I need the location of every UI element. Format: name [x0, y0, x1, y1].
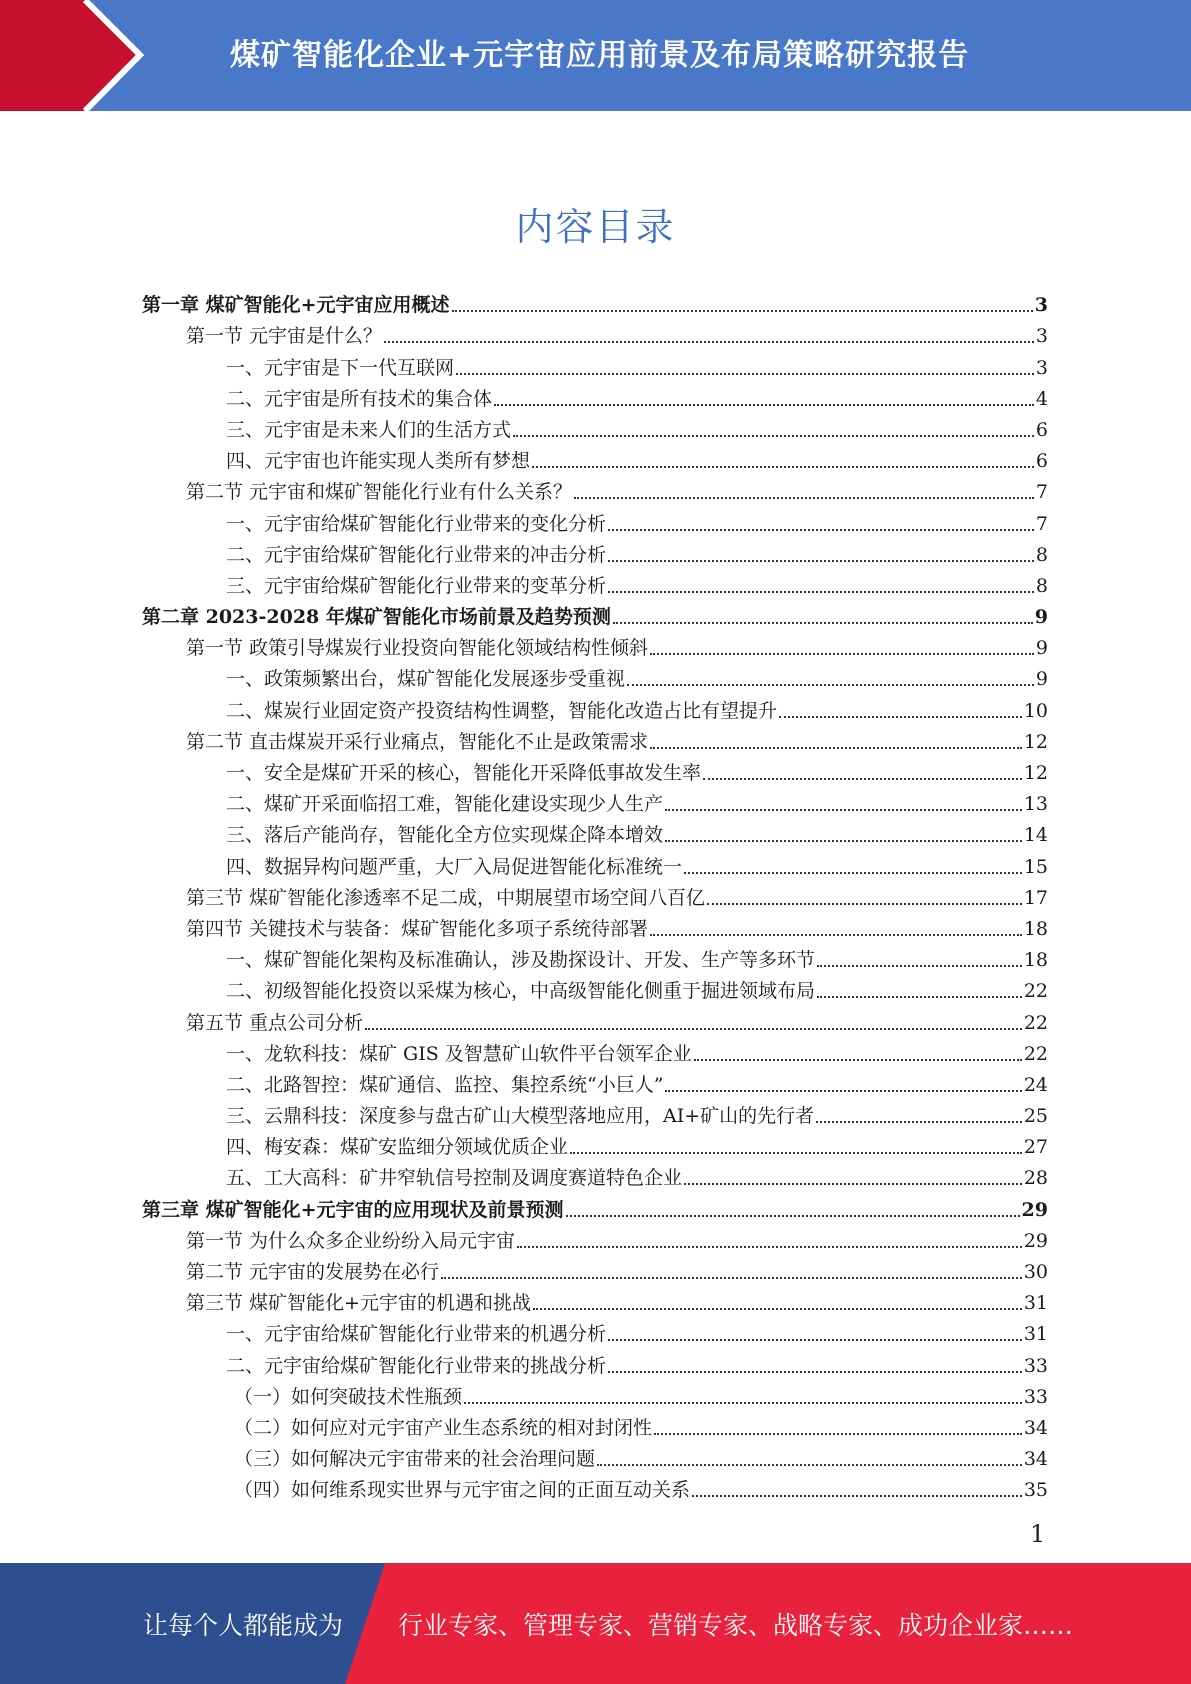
toc-dot-leader — [665, 840, 1022, 842]
toc-entry-title: 第二节 直击煤炭开采行业痛点，智能化不止是政策需求 — [186, 730, 649, 753]
toc-entry[interactable] — [142, 411, 1048, 442]
toc-entry-page: 3 — [1035, 356, 1048, 379]
toc-entry-title: 四、梅安森：煤矿安监细分领域优质企业 — [226, 1136, 569, 1159]
header-arrow-decoration — [0, 0, 150, 111]
toc-dot-leader — [613, 622, 1033, 624]
toc-entry-page: 9 — [1035, 668, 1048, 691]
toc-dot-leader — [817, 996, 1022, 998]
toc-entry[interactable] — [142, 286, 1048, 317]
toc-entry-page: 10 — [1023, 699, 1048, 722]
toc-dot-leader — [779, 716, 1022, 718]
toc-dot-leader — [665, 1090, 1021, 1092]
report-title: 煤矿智能化企业+元宇宙应用前景及布局策略研究报告 — [230, 38, 970, 73]
toc-entry-title: 二、北路智控：煤矿通信、监控、集控系统“小巨人” — [226, 1073, 664, 1096]
toc-entry[interactable] — [142, 723, 1048, 754]
toc-entry-page: 31 — [1023, 1292, 1048, 1315]
toc-entry-title: 三、落后产能尚存，智能化全方位实现煤企降本增效 — [226, 824, 664, 847]
toc-entry[interactable] — [142, 1284, 1048, 1315]
toc-entry[interactable] — [142, 1003, 1048, 1034]
toc-entry-page: 18 — [1023, 949, 1048, 972]
toc-entry-title: 第二章 2023-2028 年煤矿智能化市场前景及趋势预测 — [142, 606, 611, 629]
toc-entry[interactable] — [142, 816, 1048, 847]
toc-entry-page: 29 — [1021, 1198, 1048, 1221]
toc-entry[interactable] — [142, 504, 1048, 535]
toc-entry[interactable] — [142, 1440, 1048, 1471]
toc-entry-page: 29 — [1023, 1229, 1048, 1252]
toc-dot-leader — [816, 1121, 1022, 1123]
toc-dot-leader — [627, 684, 1034, 686]
toc-entry-page: 9 — [1034, 606, 1048, 629]
toc-entry-page: 12 — [1023, 762, 1048, 784]
toc-entry[interactable] — [142, 380, 1048, 411]
toc-entry-page: 34 — [1023, 1416, 1048, 1439]
toc-dot-leader — [665, 809, 1022, 811]
toc-entry[interactable] — [142, 348, 1048, 379]
toc-entry-title: 一、龙软科技：煤矿 GIS 及智慧矿山软件平台领军企业 — [226, 1042, 692, 1065]
toc-entry[interactable] — [142, 1315, 1048, 1346]
toc-dot-leader — [650, 653, 1034, 655]
toc-entry-page: 22 — [1023, 1042, 1048, 1065]
toc-entry-page: 18 — [1023, 917, 1048, 940]
toc-entry[interactable] — [142, 629, 1048, 660]
toc-dot-leader — [597, 1464, 1022, 1466]
toc-entry-page: 27 — [1023, 1136, 1048, 1159]
toc-entry-page: 3 — [1035, 325, 1048, 348]
toc-entry-page: 7 — [1035, 481, 1048, 504]
toc-dot-leader — [566, 1215, 1020, 1217]
toc-dot-leader — [684, 872, 1022, 874]
toc-entry-title: 第三节 煤矿智能化+元宇宙的机遇和挑战 — [186, 1292, 531, 1315]
toc-entry-page: 25 — [1023, 1105, 1048, 1128]
toc-entry[interactable] — [142, 785, 1048, 816]
toc-entry-title: 一、元宇宙是下一代互联网 — [226, 356, 455, 379]
toc-entry-title: 第四节 关键技术与装备：煤矿智能化多项子系统待部署 — [186, 917, 649, 940]
toc-entry-page: 7 — [1035, 512, 1048, 535]
toc-entry[interactable] — [142, 941, 1048, 972]
toc-dot-leader — [608, 591, 1034, 593]
toc-entry[interactable] — [142, 972, 1048, 1003]
toc-dot-leader — [608, 560, 1034, 562]
toc-entry-page: 33 — [1023, 1385, 1048, 1408]
toc-entry-title: 第一节 政策引导煤炭行业投资向智能化领域结构性倾斜 — [186, 637, 649, 660]
toc-entry-title: 二、元宇宙是所有技术的集合体 — [226, 387, 493, 410]
toc-entry-page: 35 — [1023, 1479, 1048, 1502]
toc-entry-title: 二、煤炭行业固定资产投资结构性调整，智能化改造占比有望提升 — [226, 699, 778, 722]
toc-entry-page: 14 — [1023, 824, 1048, 847]
toc-entry-title: 一、煤矿智能化架构及标准确认，涉及勘探设计、开发、生产等多环节 — [226, 949, 816, 972]
footer-slogan-right: 行业专家、管理专家、营销专家、战略专家、成功企业家…… — [398, 1611, 1074, 1640]
toc-entry-title: （四）如何维系现实世界与元宇宙之间的正面互动关系 — [234, 1479, 691, 1502]
toc-entry-title: 四、元宇宙也许能实现人类所有梦想 — [226, 450, 531, 473]
toc-entry-page: 28 — [1023, 1167, 1048, 1190]
toc-entry[interactable] — [142, 1097, 1048, 1128]
toc-entry-page: 9 — [1035, 637, 1048, 660]
toc-entry[interactable] — [142, 879, 1048, 910]
toc-entry-page: 3 — [1034, 294, 1048, 317]
toc-dot-leader — [494, 404, 1034, 406]
toc-dot-leader — [703, 778, 1022, 780]
toc-entry[interactable] — [142, 442, 1048, 473]
toc-entry-title: 三、元宇宙给煤矿智能化行业带来的变革分析 — [226, 574, 607, 597]
toc-entry[interactable] — [142, 1190, 1048, 1221]
toc-entry-title: 第一章 煤矿智能化+元宇宙应用概述 — [142, 294, 450, 317]
toc-entry-title: 第五节 重点公司分析 — [186, 1011, 364, 1034]
toc-entry-title: 三、元宇宙是未来人们的生活方式 — [226, 418, 512, 441]
toc-entry-title: 第二节 元宇宙的发展势在必行 — [186, 1261, 440, 1283]
toc-dot-leader — [384, 341, 1034, 343]
toc-entry-title: 三、云鼎科技：深度参与盘古矿山大模型落地应用，AI+矿山的先行者 — [226, 1105, 815, 1128]
toc-entry-title: 四、数据异构问题严重，大厂入局促进智能化标准统一 — [226, 855, 683, 878]
toc-entry-title: 二、元宇宙给煤矿智能化行业带来的冲击分析 — [226, 543, 607, 566]
toc-entry-title: 二、元宇宙给煤矿智能化行业带来的挑战分析 — [226, 1354, 607, 1377]
toc-entry[interactable] — [142, 567, 1048, 598]
toc-entry[interactable] — [142, 1378, 1048, 1409]
toc-heading: 内容目录 — [515, 205, 676, 249]
page-number: 1 — [1030, 1520, 1046, 1548]
toc-dot-leader — [464, 1402, 1022, 1404]
toc-dot-leader — [452, 310, 1033, 312]
toc-entry-title: （三）如何解决元宇宙带来的社会治理问题 — [234, 1448, 596, 1471]
toc-entry-page: 6 — [1035, 450, 1048, 473]
toc-dot-leader — [684, 1183, 1022, 1185]
toc-entry[interactable] — [142, 1253, 1048, 1284]
toc-entry-title: 第一节 为什么众多企业纷纷入局元宇宙 — [186, 1229, 516, 1252]
toc-entry[interactable] — [142, 1409, 1048, 1440]
toc-entry[interactable] — [142, 1035, 1048, 1066]
toc-entry-page: 34 — [1023, 1448, 1048, 1471]
toc-entry-title: 五、工大高科：矿井窄轨信号控制及调度赛道特色企业 — [226, 1167, 683, 1190]
toc-entry-page: 24 — [1023, 1073, 1048, 1096]
toc-entry-page: 4 — [1035, 387, 1048, 410]
toc-entry[interactable] — [142, 598, 1048, 629]
toc-dot-leader — [817, 965, 1022, 967]
toc-dot-leader — [707, 903, 1022, 905]
toc-entry-title: 一、政策频繁出台，煤矿智能化发展逐步受重视 — [226, 668, 626, 691]
toc-entry[interactable] — [142, 536, 1048, 567]
toc-entry-title: 第三章 煤矿智能化+元宇宙的应用现状及前景预测 — [142, 1198, 564, 1221]
toc-entry-page: 6 — [1035, 418, 1048, 441]
toc-dot-leader — [574, 497, 1034, 499]
toc-entry-title: （一）如何突破技术性瓶颈 — [234, 1385, 463, 1408]
toc-dot-leader — [533, 1308, 1022, 1310]
toc-dot-leader — [650, 934, 1022, 936]
toc-dot-leader — [513, 435, 1034, 437]
toc-entry-page: 22 — [1023, 1011, 1048, 1034]
toc-entry[interactable] — [142, 660, 1048, 691]
toc-dot-leader — [608, 1371, 1022, 1373]
toc-dot-leader — [608, 1339, 1022, 1341]
toc-entry-page: 13 — [1023, 793, 1048, 816]
toc-entry[interactable] — [142, 691, 1048, 722]
toc-entry-page: 30 — [1023, 1261, 1048, 1283]
toc-dot-leader — [654, 1433, 1022, 1435]
toc-dot-leader — [532, 466, 1034, 468]
toc-entry[interactable] — [142, 1222, 1048, 1253]
toc-entry-title: 第三节 煤矿智能化渗透率不足二成，中期展望市场空间八百亿 — [186, 886, 706, 909]
toc-entry[interactable] — [142, 1346, 1048, 1377]
toc-entry-page: 15 — [1023, 855, 1048, 878]
toc-entry-title: 二、初级智能化投资以采煤为核心，中高级智能化侧重于掘进领域布局 — [226, 980, 816, 1003]
table-of-contents — [142, 286, 1048, 1502]
toc-entry-page: 22 — [1023, 980, 1048, 1003]
toc-entry[interactable] — [142, 1128, 1048, 1159]
toc-entry[interactable] — [142, 1066, 1048, 1097]
toc-dot-leader — [365, 1028, 1022, 1030]
toc-entry[interactable] — [142, 910, 1048, 941]
toc-entry-page: 31 — [1023, 1323, 1048, 1346]
toc-dot-leader — [570, 1152, 1022, 1154]
toc-entry[interactable] — [142, 1159, 1048, 1190]
toc-entry-page: 12 — [1023, 730, 1048, 753]
toc-entry-page: 8 — [1035, 574, 1048, 597]
toc-entry-page: 33 — [1023, 1354, 1048, 1377]
toc-entry-title: 一、安全是煤矿开采的核心，智能化开采降低事故发生率 — [226, 762, 702, 784]
toc-entry-page: 17 — [1023, 886, 1048, 909]
toc-entry-title: 一、元宇宙给煤矿智能化行业带来的机遇分析 — [226, 1323, 607, 1346]
toc-entry-title: 第一节 元宇宙是什么？ — [186, 325, 383, 348]
toc-dot-leader — [694, 1059, 1022, 1061]
toc-dot-leader — [692, 1495, 1022, 1497]
toc-entry-page: 8 — [1035, 543, 1048, 566]
toc-entry[interactable] — [142, 1471, 1048, 1502]
toc-entry[interactable] — [142, 473, 1048, 504]
toc-entry-title: 一、元宇宙给煤矿智能化行业带来的变化分析 — [226, 512, 607, 535]
toc-entry[interactable] — [142, 847, 1048, 878]
toc-entry[interactable] — [142, 317, 1048, 348]
toc-entry[interactable] — [142, 754, 1048, 785]
footer-slogan-left: 让每个人都能成为 — [143, 1611, 344, 1640]
toc-dot-leader — [456, 373, 1034, 375]
toc-dot-leader — [608, 529, 1034, 531]
toc-entry-title: 二、煤矿开采面临招工难，智能化建设实现少人生产 — [226, 793, 664, 816]
toc-entry-title: （二）如何应对元宇宙产业生态系统的相对封闭性 — [234, 1416, 653, 1439]
toc-entry-title: 第二节 元宇宙和煤矿智能化行业有什么关系？ — [186, 481, 573, 504]
toc-dot-leader — [441, 1277, 1022, 1279]
toc-dot-leader — [517, 1246, 1022, 1248]
toc-dot-leader — [650, 747, 1022, 749]
